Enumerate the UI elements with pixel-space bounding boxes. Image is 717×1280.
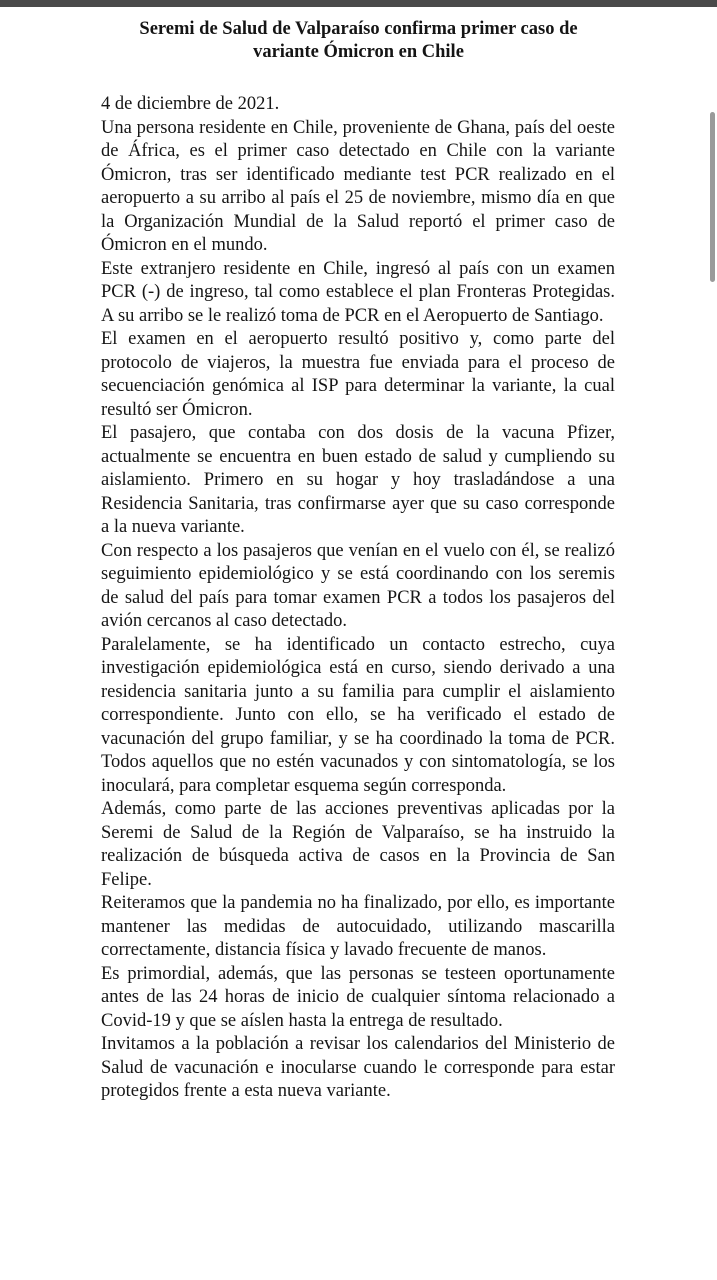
- document-body: [101, 93, 615, 1104]
- paragraph: El pasajero, que contaba con dos dosis de la vacuna Pfizer, actualmente se encuentra en buen estado de salud y cumpliendo su aislamiento. Primero en su hogar y hoy trasladándose a una Residencia Sanitaria, tras confirmarse ayer que su caso corresponde a la nueva variante.: [101, 423, 615, 537]
- paragraph: Invitamos a la población a revisar los calendarios del Ministerio de Salud de vacunación e inocularse cuando le corresponde para estar protegidos frente a esta nueva variante.: [101, 1034, 615, 1101]
- scrollbar[interactable]: [710, 112, 715, 282]
- title-line: Seremi de Salud de Valparaíso confirma primer caso de: [139, 19, 578, 39]
- paragraph: Reiteramos que la pandemia no ha finalizado, por ello, es importante mantener las medidas de autocuidado, utilizando mascarilla correctamente, distancia física y lavado frecuente de manos.: [101, 893, 615, 960]
- paragraph: Con respecto a los pasajeros que venían en el vuelo con él, se realizó seguimiento epidemiológico y se está coordinando con los seremis de salud del país para tomar examen PCR a todos los pasajeros del avión cercanos al caso detectado.: [101, 540, 615, 631]
- paragraph: Una persona residente en Chile, proveniente de Ghana, país del oeste de África, es el primer caso detectado en Chile con la variante Ómicron, tras ser identificado mediante test PCR realizado en el aeropuerto a su arribo al país el 25 de noviembre, mismo día en que la Organización Mundial de la Salud reportó el primer caso de Ómicron en el mundo.: [101, 117, 615, 255]
- document-title: [60, 18, 657, 64]
- paragraph: El examen en el aeropuerto resultó positivo y, como parte del protocolo de viajeros, la muestra fue enviada para el proceso de secuenciación genómica al ISP para determinar la variante, la cual resultó ser Ómicron.: [101, 329, 615, 420]
- document-date: 4 de diciembre de 2021.: [101, 94, 280, 114]
- title-line: variante Ómicron en Chile: [253, 42, 464, 62]
- top-edge-bar: [0, 0, 717, 7]
- paragraph: Paralelamente, se ha identificado un contacto estrecho, cuya investigación epidemiológica está en curso, siendo derivado a una residencia sanitaria junto a su familia para cumplir el aislamiento correspondiente. Junto con ello, se ha verificado el estado de vacunación del grupo familiar, y se ha coordinado la toma de PCR. Todos aquellos que no estén vacunados y con sintomatología, se los inoculará, para completar esquema según corresponda.: [101, 634, 615, 796]
- paragraph: Además, como parte de las acciones preventivas aplicadas por la Seremi de Salud de la Región de Valparaíso, se ha instruido la realización de búsqueda activa de casos en la Provincia de San Felipe.: [101, 799, 615, 890]
- paragraph: Es primordial, además, que las personas se testeen oportunamente antes de las 24 horas de inicio de cualquier síntoma relacionado a Covid-19 y que se aíslen hasta la entrega de resultado.: [101, 963, 615, 1031]
- paragraph: Este extranjero residente en Chile, ingresó al país con un examen PCR (-) de ingreso, tal como establece el plan Fronteras Protegidas. A su arribo se le realizó toma de PCR en el Aeropuerto de Santiago.: [101, 258, 615, 326]
